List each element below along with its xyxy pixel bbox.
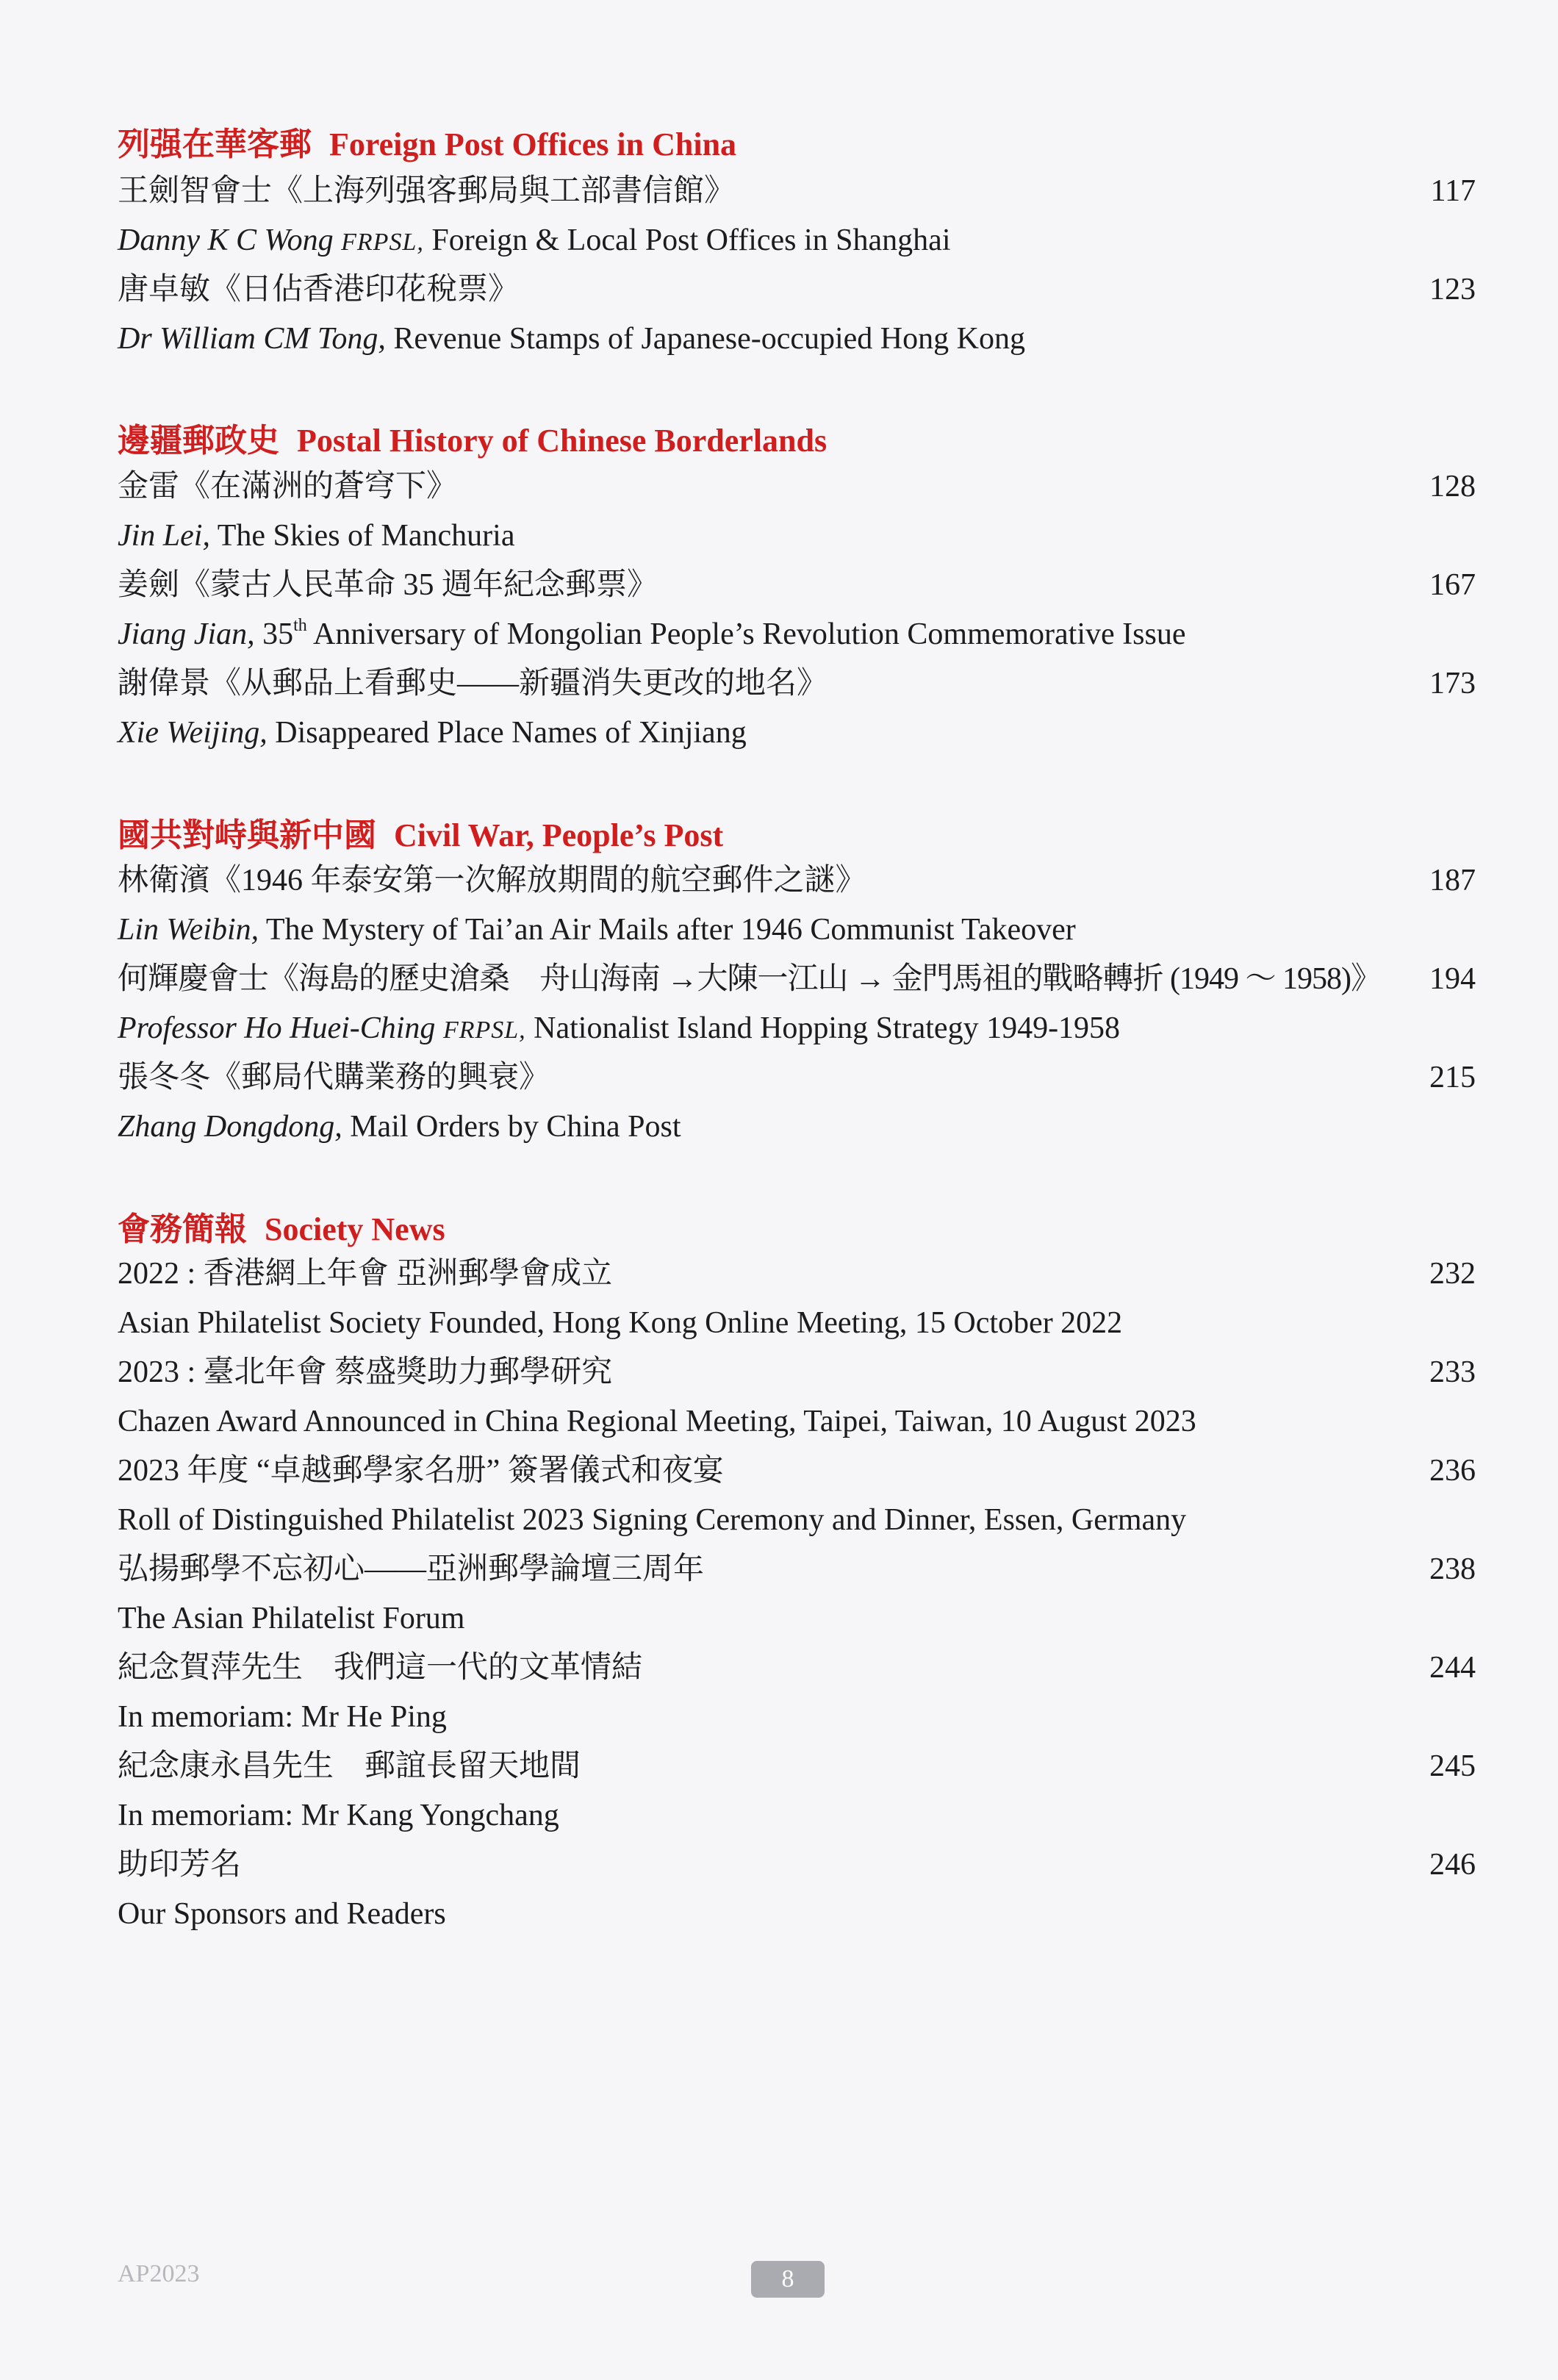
- page-number-badge: 8: [751, 2261, 825, 2298]
- entry-title-en: Revenue Stamps of Japanese-occupied Hong Kong: [393, 322, 1025, 356]
- entry-title-prefix: 35: [262, 617, 294, 651]
- entry-title-en: Disappeared Place Names of Xinjiang: [275, 716, 747, 750]
- entry-title-cn: 林衛濱《1946 年泰安第一次解放期間的航空郵件之謎》: [118, 864, 866, 897]
- entry-title-en: Asian Philatelist Society Founded, Hong Kong Online Meeting, 15 October 2022: [118, 1306, 1123, 1340]
- toc-entry-en: [118, 1399, 1476, 1444]
- entry-title-en: Our Sponsors and Readers: [118, 1897, 446, 1931]
- toc-entry-en: [118, 514, 1476, 558]
- page-number: 123: [1429, 273, 1476, 307]
- author-postnominal: FRPSL,: [341, 229, 424, 256]
- entry-title-cn: 紀念賀萍先生 我們這一代的文革情結: [118, 1651, 643, 1685]
- author-name: Zhang Dongdong,: [118, 1110, 342, 1144]
- entry-title-cn: 張冬冬《郵局代購業務的興衰》: [118, 1061, 550, 1094]
- entry-title-cn: 紀念康永昌先生 郵誼長留天地間: [118, 1749, 581, 1783]
- section-heading-cn: 會務簡報: [118, 1211, 247, 1247]
- toc-entry-cn[interactable]: [118, 1547, 1476, 1591]
- toc-entry-cn[interactable]: [118, 1646, 1476, 1690]
- entry-title-en: In memoriam: Mr He Ping: [118, 1700, 447, 1734]
- toc-entry-en: [118, 317, 1476, 361]
- publication-label: AP2023: [118, 2260, 200, 2287]
- author-name: Professor Ho Huei-Ching: [118, 1011, 436, 1045]
- entry-title-cn: 助印芳名: [118, 1848, 242, 1882]
- page-number: 128: [1429, 470, 1476, 503]
- toc-entry-cn[interactable]: [118, 563, 1476, 607]
- toc-entry-en: [118, 218, 1476, 262]
- toc-entry-cn[interactable]: [118, 1055, 1476, 1100]
- entry-title-cn: 王劍智會士《上海列强客郵局與工部書信館》: [118, 174, 736, 208]
- toc-entry-en: [118, 908, 1476, 952]
- entry-title-en: Foreign & Local Post Offices in Shanghai: [431, 223, 951, 257]
- section-heading-cn: 邊疆郵政史: [118, 423, 279, 459]
- author-name: Danny K C Wong: [118, 223, 334, 257]
- section-heading-borderlands: [118, 414, 827, 461]
- entry-title-cn: 何輝慶會士《海島的歷史滄桑 舟山海南 →大陳一江山 → 金門馬祖的戰略轉折 (1949 ～ 1958)》: [118, 962, 1381, 996]
- toc-entry-cn[interactable]: [118, 169, 1476, 213]
- toc-entry-cn[interactable]: [118, 957, 1476, 1001]
- page-number: 117: [1430, 174, 1476, 208]
- entry-title-cn: 金雷《在滿洲的蒼穹下》: [118, 470, 458, 503]
- entry-title-cn: 唐卓敏《日佔香港印花稅票》: [118, 273, 520, 307]
- page-number: 194: [1429, 962, 1476, 996]
- page-number: 173: [1429, 667, 1476, 700]
- toc-entry-en: [118, 1793, 1476, 1838]
- entry-title-cn: 2023 : 臺北年會 蔡盛獎助力郵學研究: [118, 1355, 613, 1389]
- section-heading-en: Civil War, People’s Post: [394, 817, 724, 853]
- entry-title-cn: 姜劍《蒙古人民革命 35 週年紀念郵票》: [118, 568, 658, 602]
- toc-entry-en: [118, 1301, 1476, 1345]
- entry-title-en: Roll of Distinguished Philatelist 2023 Signing Ceremony and Dinner, Essen, Germany: [118, 1503, 1187, 1537]
- toc-entry-cn[interactable]: [118, 859, 1476, 903]
- author-name: Jiang Jian,: [118, 617, 255, 651]
- toc-entry-cn[interactable]: [118, 1843, 1476, 1887]
- toc-entry-cn[interactable]: [118, 465, 1476, 509]
- page-number: 246: [1429, 1848, 1476, 1882]
- page-number: 187: [1429, 864, 1476, 897]
- entry-title-cn: 2023 年度 “卓越郵學家名册” 簽署儀式和夜宴: [118, 1454, 724, 1488]
- author-postnominal: FRPSL,: [442, 1017, 526, 1044]
- toc-entry-en: [118, 1892, 1476, 1936]
- toc-entry-cn[interactable]: [118, 1449, 1476, 1493]
- page-number: 215: [1429, 1061, 1476, 1094]
- section-heading-civil-war: [118, 809, 723, 856]
- ordinal-suffix: th: [293, 616, 307, 635]
- entry-title-cn: 2022 : 香港網上年會 亞洲郵學會成立: [118, 1257, 613, 1291]
- page-number: 232: [1429, 1257, 1476, 1291]
- entry-title-en: In memoriam: Mr Kang Yongchang: [118, 1799, 559, 1832]
- toc-entry-cn[interactable]: [118, 268, 1476, 312]
- page-number: 244: [1429, 1651, 1476, 1685]
- page-number: 236: [1429, 1454, 1476, 1488]
- author-name: Jin Lei,: [118, 519, 210, 553]
- author-name: Lin Weibin,: [118, 913, 259, 947]
- toc-entry-en: [118, 1006, 1476, 1050]
- toc-entry-cn[interactable]: [118, 1350, 1476, 1394]
- page-number: 233: [1429, 1355, 1476, 1389]
- section-heading-en: Society News: [265, 1211, 445, 1247]
- entry-title-en: The Skies of Manchuria: [217, 519, 515, 553]
- section-heading-society-news: [118, 1202, 445, 1250]
- section-heading-en: Postal History of Chinese Borderlands: [297, 423, 828, 459]
- toc-entry-en: [118, 1596, 1476, 1641]
- entry-title-en: Chazen Award Announced in China Regional Meeting, Taipei, Taiwan, 10 August 2023: [118, 1405, 1196, 1438]
- page-number: 245: [1429, 1749, 1476, 1783]
- toc-entry-en: [118, 1498, 1476, 1542]
- toc-entry-en: [118, 1105, 1476, 1149]
- entry-title-en: The Mystery of Tai’an Air Mails after 1946 Communist Takeover: [265, 913, 1076, 947]
- section-heading-cn: 列强在華客郵: [118, 126, 312, 162]
- toc-entry-cn[interactable]: [118, 1252, 1476, 1296]
- author-name: Xie Weijing,: [118, 716, 268, 750]
- author-name: Dr William CM Tong,: [118, 322, 386, 356]
- section-heading-foreign-post-offices: [118, 118, 736, 165]
- section-heading-cn: 國共對峙與新中國: [118, 817, 376, 853]
- toc-entry-cn[interactable]: [118, 1744, 1476, 1788]
- page-number: 238: [1429, 1552, 1476, 1586]
- entry-title-en: Anniversary of Mongolian People’s Revolution Commemorative Issue: [312, 617, 1186, 651]
- entry-title-en: The Asian Philatelist Forum: [118, 1602, 465, 1635]
- page-number: 167: [1429, 568, 1476, 602]
- entry-title-cn: 弘揚郵學不忘初心——亞洲郵學論壇三周年: [118, 1552, 705, 1586]
- entry-title-cn: 謝偉景《从郵品上看郵史——新疆消失更改的地名》: [118, 667, 828, 700]
- toc-entry-en: [118, 612, 1476, 656]
- toc-entry-en: [118, 711, 1476, 755]
- section-heading-en: Foreign Post Offices in China: [329, 126, 737, 162]
- entry-title-en: Nationalist Island Hopping Strategy 1949-1958: [534, 1011, 1121, 1045]
- entry-title-en: Mail Orders by China Post: [350, 1110, 681, 1144]
- toc-entry-cn[interactable]: [118, 662, 1476, 706]
- toc-entry-en: [118, 1695, 1476, 1739]
